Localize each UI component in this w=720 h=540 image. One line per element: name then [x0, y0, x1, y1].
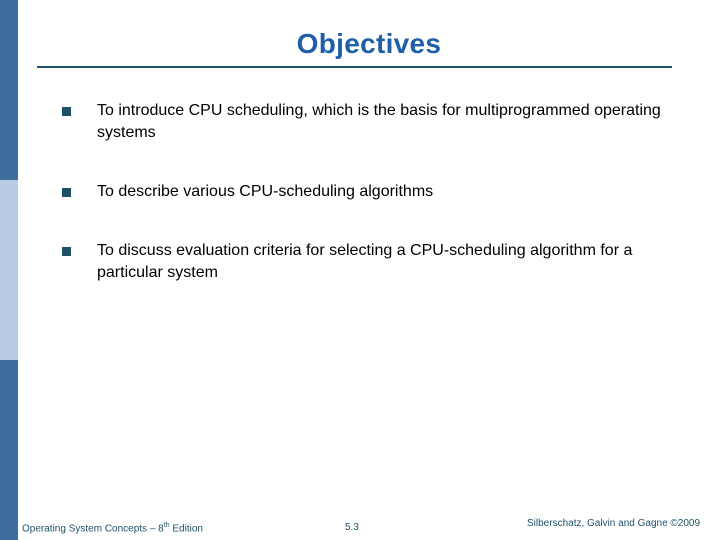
side-bar-segment-middle — [0, 180, 18, 360]
title-divider — [37, 66, 672, 68]
bullet-item — [62, 181, 682, 203]
bullet-text: To discuss evaluation criteria for selecting a CPU-scheduling algorithm for a particular system — [97, 242, 633, 281]
square-bullet-icon — [62, 107, 71, 116]
side-bar-segment-bottom — [0, 360, 18, 540]
footer-copyright: Silberschatz, Galvin and Gagne ©2009 — [527, 518, 701, 529]
slide-title: Objectives — [296, 28, 442, 59]
footer-book-title — [22, 522, 203, 534]
bullet-item — [62, 240, 682, 284]
side-bar-segment-top — [0, 0, 18, 180]
bullet-item — [62, 100, 682, 144]
square-bullet-icon — [62, 247, 71, 256]
square-bullet-icon — [62, 188, 71, 197]
footer-book-suffix: Edition — [169, 523, 203, 535]
bullet-text: To describe various CPU-scheduling algorithms — [97, 183, 434, 200]
footer-edition-superscript: th — [163, 522, 170, 529]
footer-page-number: 5.3 — [345, 522, 359, 533]
bullet-text: To introduce CPU scheduling, which is the basis for multiprogrammed operating systems — [97, 102, 661, 141]
decorative-side-bar — [0, 0, 18, 540]
footer-book-prefix: Operating System Concepts – 8 — [22, 523, 164, 535]
